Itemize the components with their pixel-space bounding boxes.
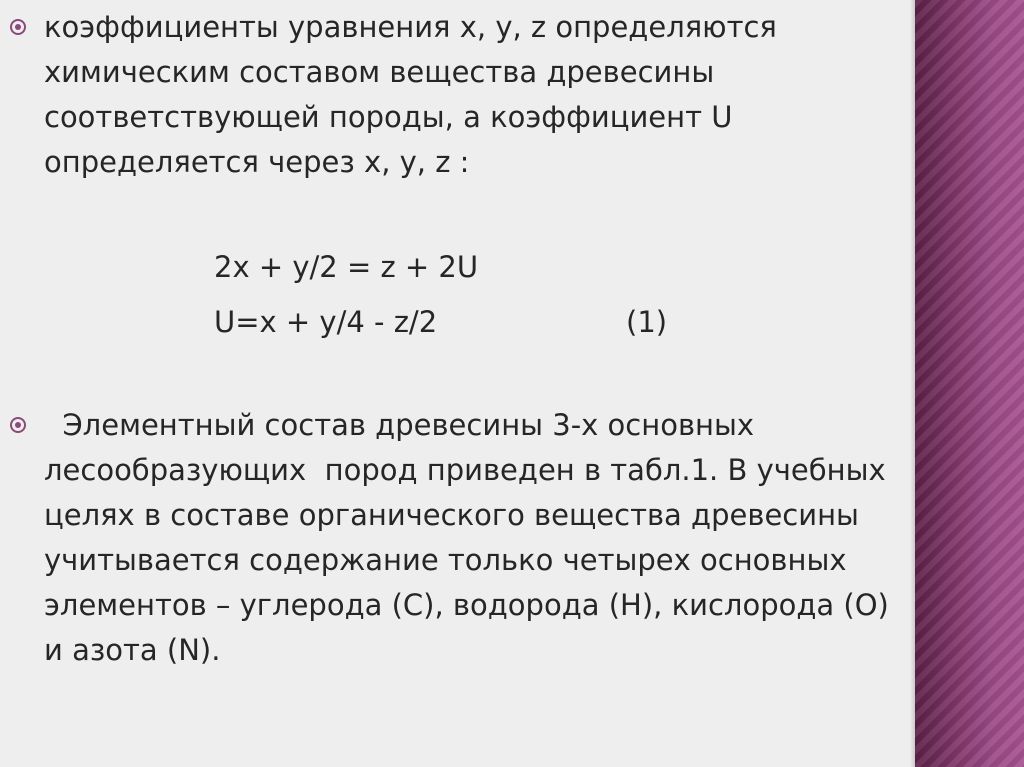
paragraph-elemental-composition: Элементный состав древесины 3-х основных лесообразующих пород приведен в табл.1. В учебных целях в составе органического вещества древесины учитывается содержание только четырех основных элементов – углерода (С), водорода (Н), кислорода (О) и азота (N). — [44, 408, 899, 667]
circle-bullet-icon — [10, 417, 26, 433]
decorative-side-band — [915, 0, 1024, 767]
circle-bullet-icon — [10, 19, 26, 35]
equation-line-1: 2x + y/2 = z + 2U — [214, 250, 479, 284]
paragraph-coefficients: коэффициенты уравнения x, y, z определяются химическим составом вещества древесины соответствующей породы, а коэффициент U определяется через x, y, z : — [44, 10, 777, 179]
equation-number: (1) — [626, 305, 668, 339]
equation-line-2: U=x + y/4 - z/2 — [214, 305, 438, 339]
